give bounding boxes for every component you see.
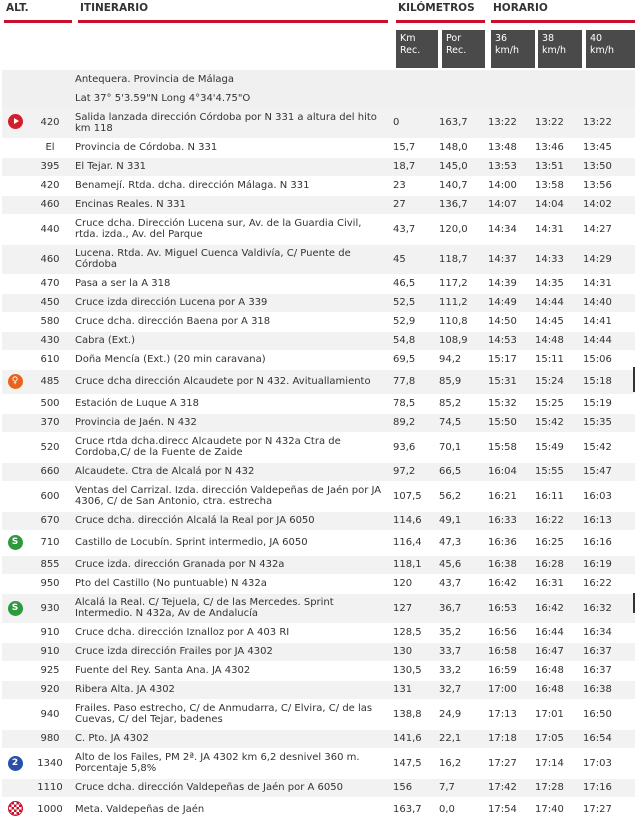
time-36-cell: 14:07 [485, 195, 532, 214]
time-40-cell: 15:18 [580, 369, 635, 394]
time-40-cell: 17:16 [580, 778, 635, 797]
place-cell: Castillo de Locubín. Sprint intermedio, JA 6050 [72, 530, 390, 555]
time-36-cell: 14:34 [485, 214, 532, 244]
time-36-cell: 16:33 [485, 511, 532, 530]
alt-underline [4, 20, 72, 23]
por-rec-cell: 47,3 [436, 530, 485, 555]
table-row [2, 394, 635, 413]
por-rec-cell: 49,1 [436, 511, 485, 530]
km-rec-cell: 0 [390, 108, 436, 138]
time-40-cell: 14:29 [580, 244, 635, 274]
time-36-cell: 17:42 [485, 778, 532, 797]
time-36-cell: 13:22 [485, 108, 532, 138]
altitude-cell: 430 [28, 331, 72, 350]
feed-icon: ♀ [8, 374, 23, 389]
altitude-cell: 420 [28, 176, 72, 195]
place-cell: Pasa a ser la A 318 [72, 274, 390, 293]
table-row [2, 138, 635, 157]
por-rec-cell: 56,2 [436, 481, 485, 511]
por-rec-cell: 22,1 [436, 729, 485, 748]
altitude-cell: 660 [28, 462, 72, 481]
time-38-cell: 15:49 [532, 432, 580, 462]
altitude-cell: 670 [28, 511, 72, 530]
time-38-cell: 14:31 [532, 214, 580, 244]
time-40-cell: 16:54 [580, 729, 635, 748]
time-38-cell: 16:11 [532, 481, 580, 511]
time-38-cell: 16:22 [532, 511, 580, 530]
altitude-cell: 910 [28, 623, 72, 642]
time-40-cell: 13:45 [580, 138, 635, 157]
km-rec-cell: 138,8 [390, 699, 436, 729]
time-38-cell: 14:45 [532, 312, 580, 331]
table-row [2, 350, 635, 369]
table-row [2, 481, 635, 511]
time-38-cell: 14:44 [532, 293, 580, 312]
time-40-cell: 16:32 [580, 593, 635, 623]
time-36-cell: 14:00 [485, 176, 532, 195]
por-rec-cell: 140,7 [436, 176, 485, 195]
km-rec-cell: 130,5 [390, 661, 436, 680]
place-cell: Cruce dcha. dirección Alcalá la Real por JA 6050 [72, 511, 390, 530]
place-cell: Meta. Valdepeñas de Jaén [72, 797, 390, 822]
intro-coordinates: Lat 37° 5'3.59"N Long 4°34'4.75"O [72, 89, 635, 108]
place-cell: C. Pto. JA 4302 [72, 729, 390, 748]
km-rec-header: Km Rec. [396, 30, 438, 68]
time-38-cell: 15:24 [532, 369, 580, 394]
horario-underline [491, 20, 635, 23]
time-38-cell: 16:47 [532, 642, 580, 661]
altitude-cell: 925 [28, 661, 72, 680]
altitude-cell: 440 [28, 214, 72, 244]
km-rec-cell: 69,5 [390, 350, 436, 369]
km-rec-cell: 116,4 [390, 530, 436, 555]
place-cell: Ventas del Carrizal. Izda. dirección Valdepeñas de Jaén por JA 4306, C/ de San Antonio, ctra. estrecha [72, 481, 390, 511]
place-cell: Encinas Reales. N 331 [72, 195, 390, 214]
time-36-cell: 17:18 [485, 729, 532, 748]
sub-headers [2, 30, 635, 68]
km-rec-cell: 163,7 [390, 797, 436, 822]
time-40-cell: 13:22 [580, 108, 635, 138]
por-rec-cell: 85,9 [436, 369, 485, 394]
table-row [2, 432, 635, 462]
table-row [2, 642, 635, 661]
time-38-cell: 14:35 [532, 274, 580, 293]
place-cell: Cruce dcha. dirección Baena por A 318 [72, 312, 390, 331]
time-40-cell: 16:19 [580, 555, 635, 574]
time-38-cell: 13:58 [532, 176, 580, 195]
horario-header: HORARIO [493, 2, 548, 14]
altitude-cell: 710 [28, 530, 72, 555]
time-38-cell: 15:11 [532, 350, 580, 369]
altitude-cell: 940 [28, 699, 72, 729]
altitude-cell: 395 [28, 157, 72, 176]
time-40-cell: 15:06 [580, 350, 635, 369]
time-36-cell: 17:13 [485, 699, 532, 729]
por-rec-cell: 74,5 [436, 413, 485, 432]
place-cell: Estación de Luque A 318 [72, 394, 390, 413]
time-40-cell: 16:37 [580, 661, 635, 680]
time-36-cell: 16:42 [485, 574, 532, 593]
km-rec-cell: 89,2 [390, 413, 436, 432]
por-rec-cell: 7,7 [436, 778, 485, 797]
km-rec-cell: 118,1 [390, 555, 436, 574]
time-36-cell: 16:58 [485, 642, 532, 661]
kilometros-underline [396, 20, 485, 23]
place-cell: Lucena. Rtda. Av. Miguel Cuenca Valdivía, C/ Puente de Córdoba [72, 244, 390, 274]
por-rec-cell: 35,2 [436, 623, 485, 642]
altitude-cell: 910 [28, 642, 72, 661]
table-row [2, 312, 635, 331]
table-row [2, 778, 635, 797]
km-rec-cell: 97,2 [390, 462, 436, 481]
place-cell: Provincia de Jaén. N 432 [72, 413, 390, 432]
por-rec-cell: 36,7 [436, 593, 485, 623]
time-40-cell: 16:16 [580, 530, 635, 555]
place-cell: Salida lanzada dirección Córdoba por N 331 a altura del hito km 118 [72, 108, 390, 138]
km-rec-cell: 77,8 [390, 369, 436, 394]
time-36-cell: 13:48 [485, 138, 532, 157]
place-cell: Cruce izda dirección Frailes por JA 4302 [72, 642, 390, 661]
time-36-cell: 17:27 [485, 748, 532, 778]
h36-header: 36 km/h [491, 30, 535, 68]
time-38-cell: 15:25 [532, 394, 580, 413]
time-38-cell: 14:33 [532, 244, 580, 274]
table-row [2, 623, 635, 642]
altitude-cell: 600 [28, 481, 72, 511]
time-40-cell: 14:27 [580, 214, 635, 244]
por-rec-cell: 43,7 [436, 574, 485, 593]
time-36-cell: 16:59 [485, 661, 532, 680]
por-rec-cell: 85,2 [436, 394, 485, 413]
por-rec-cell: 66,5 [436, 462, 485, 481]
place-cell: Cabra (Ext.) [72, 331, 390, 350]
table-row [2, 108, 635, 138]
time-36-cell: 15:58 [485, 432, 532, 462]
km-rec-cell: 78,5 [390, 394, 436, 413]
time-38-cell: 14:48 [532, 331, 580, 350]
itinerario-header: ITINERARIO [80, 2, 149, 14]
time-38-cell: 16:48 [532, 680, 580, 699]
time-38-cell: 17:01 [532, 699, 580, 729]
por-rec-cell: 145,0 [436, 157, 485, 176]
altitude-cell: 460 [28, 244, 72, 274]
time-40-cell: 14:41 [580, 312, 635, 331]
time-38-cell: 13:46 [532, 138, 580, 157]
km-rec-cell: 93,6 [390, 432, 436, 462]
time-38-cell: 16:44 [532, 623, 580, 642]
alt-header: ALT. [6, 2, 29, 14]
time-38-cell: 17:05 [532, 729, 580, 748]
time-38-cell: 16:31 [532, 574, 580, 593]
time-36-cell: 16:36 [485, 530, 532, 555]
h40-header: 40 km/h [586, 30, 635, 68]
place-cell: Cruce izda dirección Lucena por A 339 [72, 293, 390, 312]
table-row [2, 699, 635, 729]
place-cell: Alto de los Failes, PM 2ª. JA 4302 km 6,2 desnivel 360 m. Porcentaje 5,8% [72, 748, 390, 778]
altitude-cell: 930 [28, 593, 72, 623]
time-38-cell: 16:25 [532, 530, 580, 555]
km-rec-cell: 156 [390, 778, 436, 797]
place-cell: Ribera Alta. JA 4302 [72, 680, 390, 699]
time-36-cell: 16:38 [485, 555, 532, 574]
km-rec-cell: 23 [390, 176, 436, 195]
km-rec-cell: 130 [390, 642, 436, 661]
time-36-cell: 15:32 [485, 394, 532, 413]
por-rec-header: Por Rec. [442, 30, 485, 68]
km-rec-cell: 15,7 [390, 138, 436, 157]
por-rec-cell: 45,6 [436, 555, 485, 574]
finish-icon [8, 801, 23, 816]
intro-location: Antequera. Provincia de Málaga [72, 70, 635, 89]
time-38-cell: 15:42 [532, 413, 580, 432]
altitude-cell: El [28, 138, 72, 157]
time-38-cell: 17:28 [532, 778, 580, 797]
place-cell: Fuente del Rey. Santa Ana. JA 4302 [72, 661, 390, 680]
place-cell: Pto del Castillo (No puntuable) N 432a [72, 574, 390, 593]
time-40-cell: 17:27 [580, 797, 635, 822]
scroll-marker [633, 367, 635, 392]
time-36-cell: 13:53 [485, 157, 532, 176]
table-row [2, 797, 635, 822]
time-40-cell: 16:50 [580, 699, 635, 729]
km-rec-cell: 27 [390, 195, 436, 214]
km-rec-cell: 45 [390, 244, 436, 274]
table-row [2, 274, 635, 293]
table-row [2, 680, 635, 699]
por-rec-cell: 33,2 [436, 661, 485, 680]
table-row [2, 293, 635, 312]
table-row [2, 369, 635, 394]
altitude-cell: 920 [28, 680, 72, 699]
table-row [2, 555, 635, 574]
table-row [2, 176, 635, 195]
km-rec-cell: 18,7 [390, 157, 436, 176]
time-38-cell: 16:48 [532, 661, 580, 680]
por-rec-cell: 0,0 [436, 797, 485, 822]
place-cell: Cruce dcha. Dirección Lucena sur, Av. de la Guardia Civil, rtda. izda., Av. del Parque [72, 214, 390, 244]
place-cell: Cruce izda. dirección Granada por N 432a [72, 555, 390, 574]
place-cell: Provincia de Córdoba. N 331 [72, 138, 390, 157]
time-36-cell: 14:50 [485, 312, 532, 331]
sprint-icon: S [8, 601, 23, 616]
place-cell: Benamejí. Rtda. dcha. dirección Málaga. N 331 [72, 176, 390, 195]
km-rec-cell: 128,5 [390, 623, 436, 642]
por-rec-cell: 33,7 [436, 642, 485, 661]
time-40-cell: 13:56 [580, 176, 635, 195]
time-40-cell: 16:38 [580, 680, 635, 699]
altitude-cell: 580 [28, 312, 72, 331]
time-36-cell: 15:50 [485, 413, 532, 432]
table-row [2, 331, 635, 350]
por-rec-cell: 117,2 [436, 274, 485, 293]
altitude-cell: 485 [28, 369, 72, 394]
place-cell: El Tejar. N 331 [72, 157, 390, 176]
table-row [2, 748, 635, 778]
place-cell: Cruce dcha dirección Alcaudete por N 432. Avituallamiento [72, 369, 390, 394]
time-36-cell: 16:04 [485, 462, 532, 481]
scroll-marker [633, 593, 635, 613]
h38-header: 38 km/h [538, 30, 582, 68]
place-cell: Alcaudete. Ctra de Alcalá por N 432 [72, 462, 390, 481]
km-rec-cell: 141,6 [390, 729, 436, 748]
time-36-cell: 17:00 [485, 680, 532, 699]
intro-row [2, 70, 635, 89]
itinerary-table [2, 70, 635, 823]
time-36-cell: 15:31 [485, 369, 532, 394]
time-40-cell: 15:47 [580, 462, 635, 481]
time-38-cell: 15:55 [532, 462, 580, 481]
km-rec-cell: 43,7 [390, 214, 436, 244]
altitude-cell: 500 [28, 394, 72, 413]
km-rec-cell: 131 [390, 680, 436, 699]
altitude-cell: 980 [28, 729, 72, 748]
time-36-cell: 17:54 [485, 797, 532, 822]
time-36-cell: 15:17 [485, 350, 532, 369]
altitude-cell: 1000 [28, 797, 72, 822]
time-40-cell: 15:19 [580, 394, 635, 413]
time-40-cell: 14:44 [580, 331, 635, 350]
km-rec-cell: 46,5 [390, 274, 436, 293]
altitude-cell: 855 [28, 555, 72, 574]
column-headers [2, 0, 635, 26]
itinerario-underline [78, 20, 388, 23]
table-row [2, 157, 635, 176]
time-36-cell: 14:39 [485, 274, 532, 293]
time-40-cell: 16:22 [580, 574, 635, 593]
altitude-cell: 460 [28, 195, 72, 214]
km-rec-cell: 114,6 [390, 511, 436, 530]
altitude-cell: 420 [28, 108, 72, 138]
altitude-cell: 1340 [28, 748, 72, 778]
por-rec-cell: 70,1 [436, 432, 485, 462]
time-36-cell: 16:21 [485, 481, 532, 511]
por-rec-cell: 16,2 [436, 748, 485, 778]
table-row [2, 593, 635, 623]
time-36-cell: 14:49 [485, 293, 532, 312]
time-38-cell: 13:51 [532, 157, 580, 176]
por-rec-cell: 120,0 [436, 214, 485, 244]
por-rec-cell: 111,2 [436, 293, 485, 312]
sprint-icon: S [8, 535, 23, 550]
por-rec-cell: 118,7 [436, 244, 485, 274]
place-cell: Alcalá la Real. C/ Tejuela, C/ de las Mercedes. Sprint Intermedio. N 432a, Av de Andalucía [72, 593, 390, 623]
time-38-cell: 17:14 [532, 748, 580, 778]
time-36-cell: 16:56 [485, 623, 532, 642]
kilometros-header: KILÓMETROS [398, 2, 475, 14]
time-40-cell: 16:03 [580, 481, 635, 511]
altitude-cell: 470 [28, 274, 72, 293]
por-rec-cell: 108,9 [436, 331, 485, 350]
km-rec-cell: 52,9 [390, 312, 436, 331]
por-rec-cell: 24,9 [436, 699, 485, 729]
time-40-cell: 14:02 [580, 195, 635, 214]
altitude-cell: 1110 [28, 778, 72, 797]
altitude-cell: 370 [28, 413, 72, 432]
table-row [2, 729, 635, 748]
km-rec-cell: 147,5 [390, 748, 436, 778]
place-cell: Cruce dcha. dirección Valdepeñas de Jaén por A 6050 [72, 778, 390, 797]
start-icon [8, 114, 23, 129]
km-rec-cell: 107,5 [390, 481, 436, 511]
place-cell: Frailes. Paso estrecho, C/ de Anmudarra, C/ Elvira, C/ de las Cuevas, C/ del Tejar, badenes [72, 699, 390, 729]
table-row [2, 530, 635, 555]
time-38-cell: 13:22 [532, 108, 580, 138]
altitude-cell: 610 [28, 350, 72, 369]
time-40-cell: 13:50 [580, 157, 635, 176]
table-row [2, 661, 635, 680]
time-40-cell: 15:35 [580, 413, 635, 432]
time-40-cell: 16:37 [580, 642, 635, 661]
table-row [2, 214, 635, 244]
km-rec-cell: 54,8 [390, 331, 436, 350]
time-38-cell: 14:04 [532, 195, 580, 214]
place-cell: Cruce rtda dcha.direcc Alcaudete por N 432a Ctra de Cordoba,C/ de la Fuente de Zaide [72, 432, 390, 462]
por-rec-cell: 148,0 [436, 138, 485, 157]
time-40-cell: 14:31 [580, 274, 635, 293]
time-40-cell: 17:03 [580, 748, 635, 778]
por-rec-cell: 110,8 [436, 312, 485, 331]
altitude-cell: 950 [28, 574, 72, 593]
climb-icon: 2 [8, 756, 23, 771]
altitude-cell: 450 [28, 293, 72, 312]
time-40-cell: 16:34 [580, 623, 635, 642]
time-40-cell: 14:40 [580, 293, 635, 312]
place-cell: Doña Mencía (Ext.) (20 min caravana) [72, 350, 390, 369]
por-rec-cell: 94,2 [436, 350, 485, 369]
time-40-cell: 15:42 [580, 432, 635, 462]
por-rec-cell: 32,7 [436, 680, 485, 699]
table-row [2, 244, 635, 274]
por-rec-cell: 136,7 [436, 195, 485, 214]
place-cell: Cruce dcha. dirección Iznalloz por A 403 RI [72, 623, 390, 642]
time-38-cell: 17:40 [532, 797, 580, 822]
altitude-cell: 520 [28, 432, 72, 462]
table-row [2, 574, 635, 593]
time-36-cell: 14:37 [485, 244, 532, 274]
time-36-cell: 16:53 [485, 593, 532, 623]
table-row [2, 462, 635, 481]
table-row [2, 511, 635, 530]
table-row [2, 195, 635, 214]
intro-row [2, 89, 635, 108]
km-rec-cell: 127 [390, 593, 436, 623]
km-rec-cell: 52,5 [390, 293, 436, 312]
time-38-cell: 16:42 [532, 593, 580, 623]
time-36-cell: 14:53 [485, 331, 532, 350]
time-40-cell: 16:13 [580, 511, 635, 530]
time-38-cell: 16:28 [532, 555, 580, 574]
km-rec-cell: 120 [390, 574, 436, 593]
table-row [2, 413, 635, 432]
por-rec-cell: 163,7 [436, 108, 485, 138]
